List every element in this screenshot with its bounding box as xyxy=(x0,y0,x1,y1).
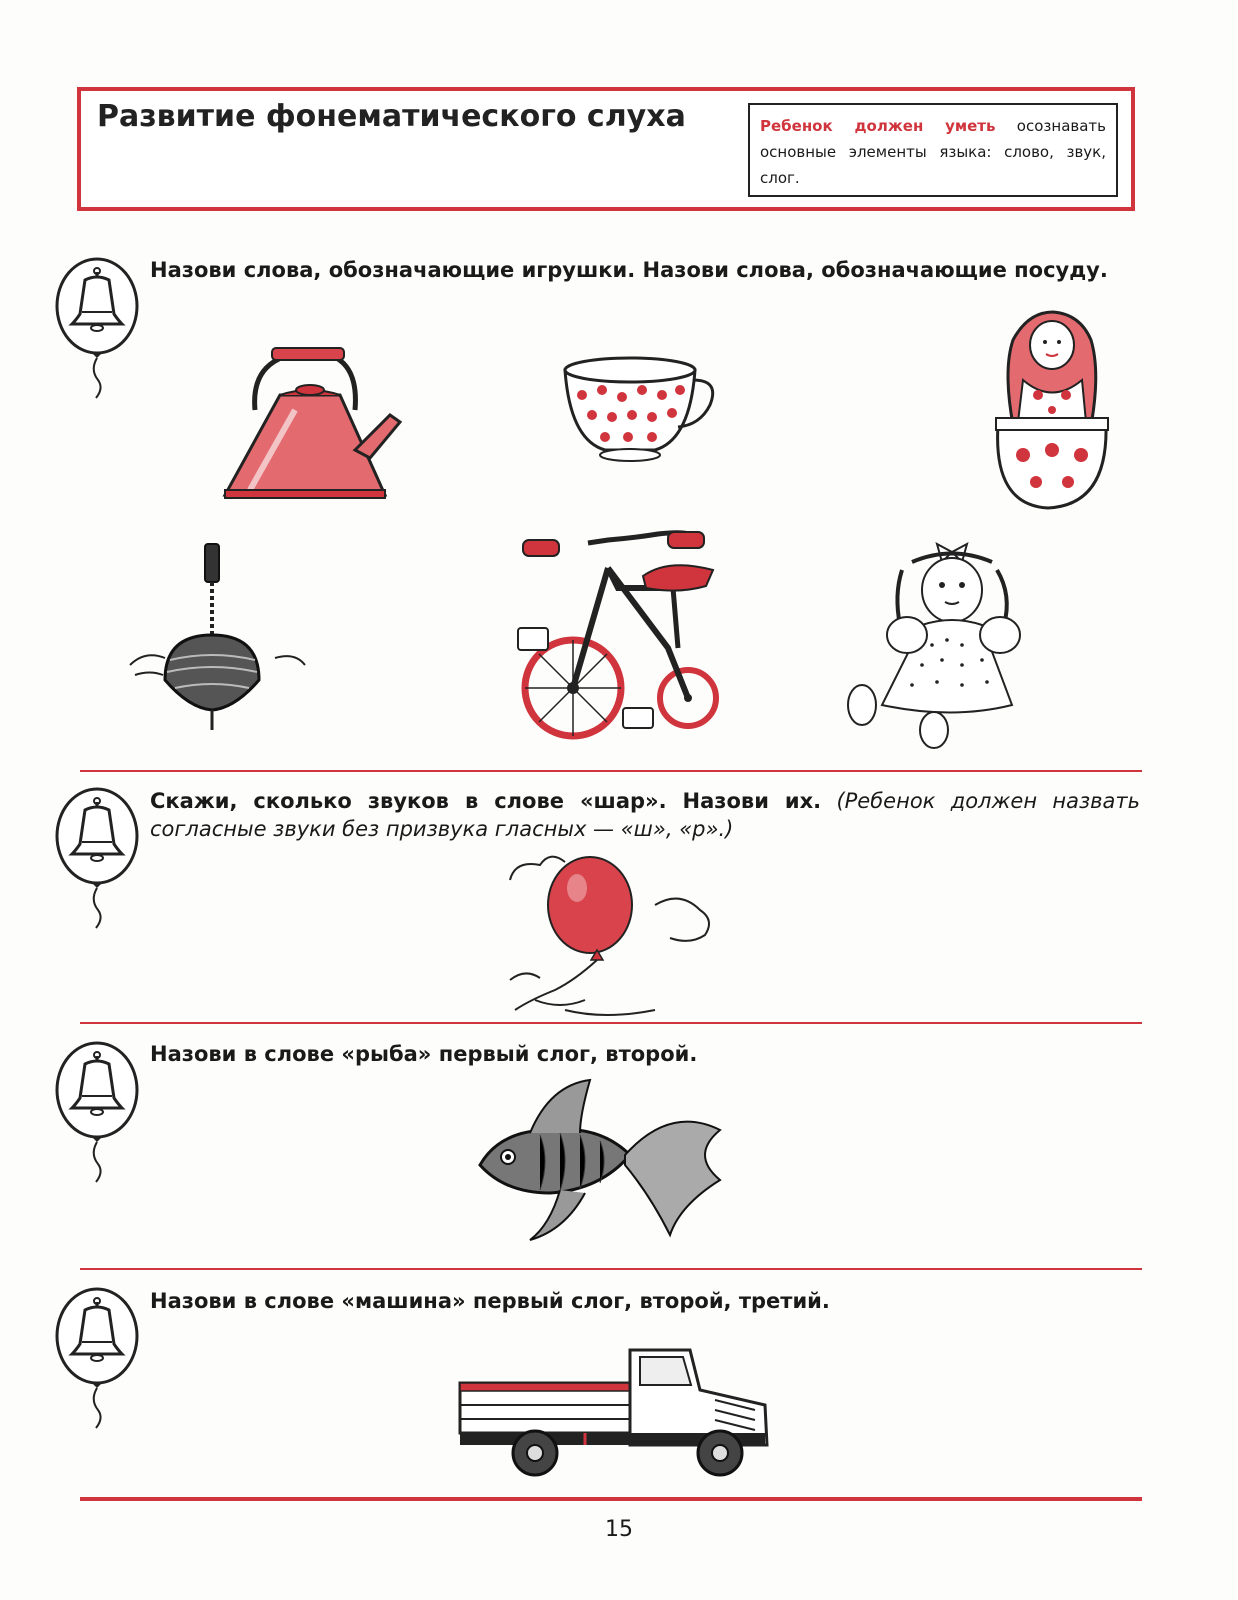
balloon-icon xyxy=(505,850,720,1025)
requirement-note-text: осознавать основные элементы языка: слово, звук, слог. xyxy=(760,117,1106,187)
bell-balloon-icon xyxy=(52,1042,144,1187)
bell-balloon-icon xyxy=(52,788,144,933)
task-1-prompt xyxy=(150,256,1140,284)
requirement-note-emphasis: Ребенок должен уметь xyxy=(760,117,996,135)
requirement-note xyxy=(748,103,1118,197)
section-divider xyxy=(80,1268,1142,1270)
task-2-hint: (Ребенок должен назвать согласные звуки без призвука гласных — «ш», «р».) xyxy=(150,789,1141,841)
bell-balloon-icon xyxy=(52,258,144,403)
kettle-icon xyxy=(220,340,405,505)
task-2-text: Скажи, сколько звуков в слове «шар». Назови их. xyxy=(150,789,822,813)
footer-rule xyxy=(80,1497,1142,1501)
truck-icon xyxy=(455,1345,773,1480)
tricycle-icon xyxy=(518,528,723,743)
cup-icon xyxy=(560,355,715,465)
header-box xyxy=(77,87,1135,211)
bell-balloon-icon xyxy=(52,1288,144,1433)
section-divider xyxy=(80,770,1142,772)
task-3-prompt xyxy=(150,1040,1140,1068)
task-1-text: Назови слова, обозначающие игрушки. Назови слова, обозначающие посуду. xyxy=(150,258,1108,282)
section-divider xyxy=(80,1022,1142,1024)
task-3-text: Назови в слове «рыба» первый слог, второй. xyxy=(150,1042,698,1066)
goldfish-icon xyxy=(470,1075,725,1245)
page-title: Развитие фонематического слуха xyxy=(97,99,686,134)
task-2-prompt xyxy=(150,787,1140,843)
task-4-text: Назови в слове «машина» первый слог, второй, третий. xyxy=(150,1289,830,1313)
matryoshka-icon xyxy=(988,310,1118,510)
doll-icon xyxy=(842,540,1027,750)
page-number: 15 xyxy=(605,1517,633,1542)
task-4-prompt xyxy=(150,1287,1140,1315)
spinning-top-icon xyxy=(125,540,310,740)
